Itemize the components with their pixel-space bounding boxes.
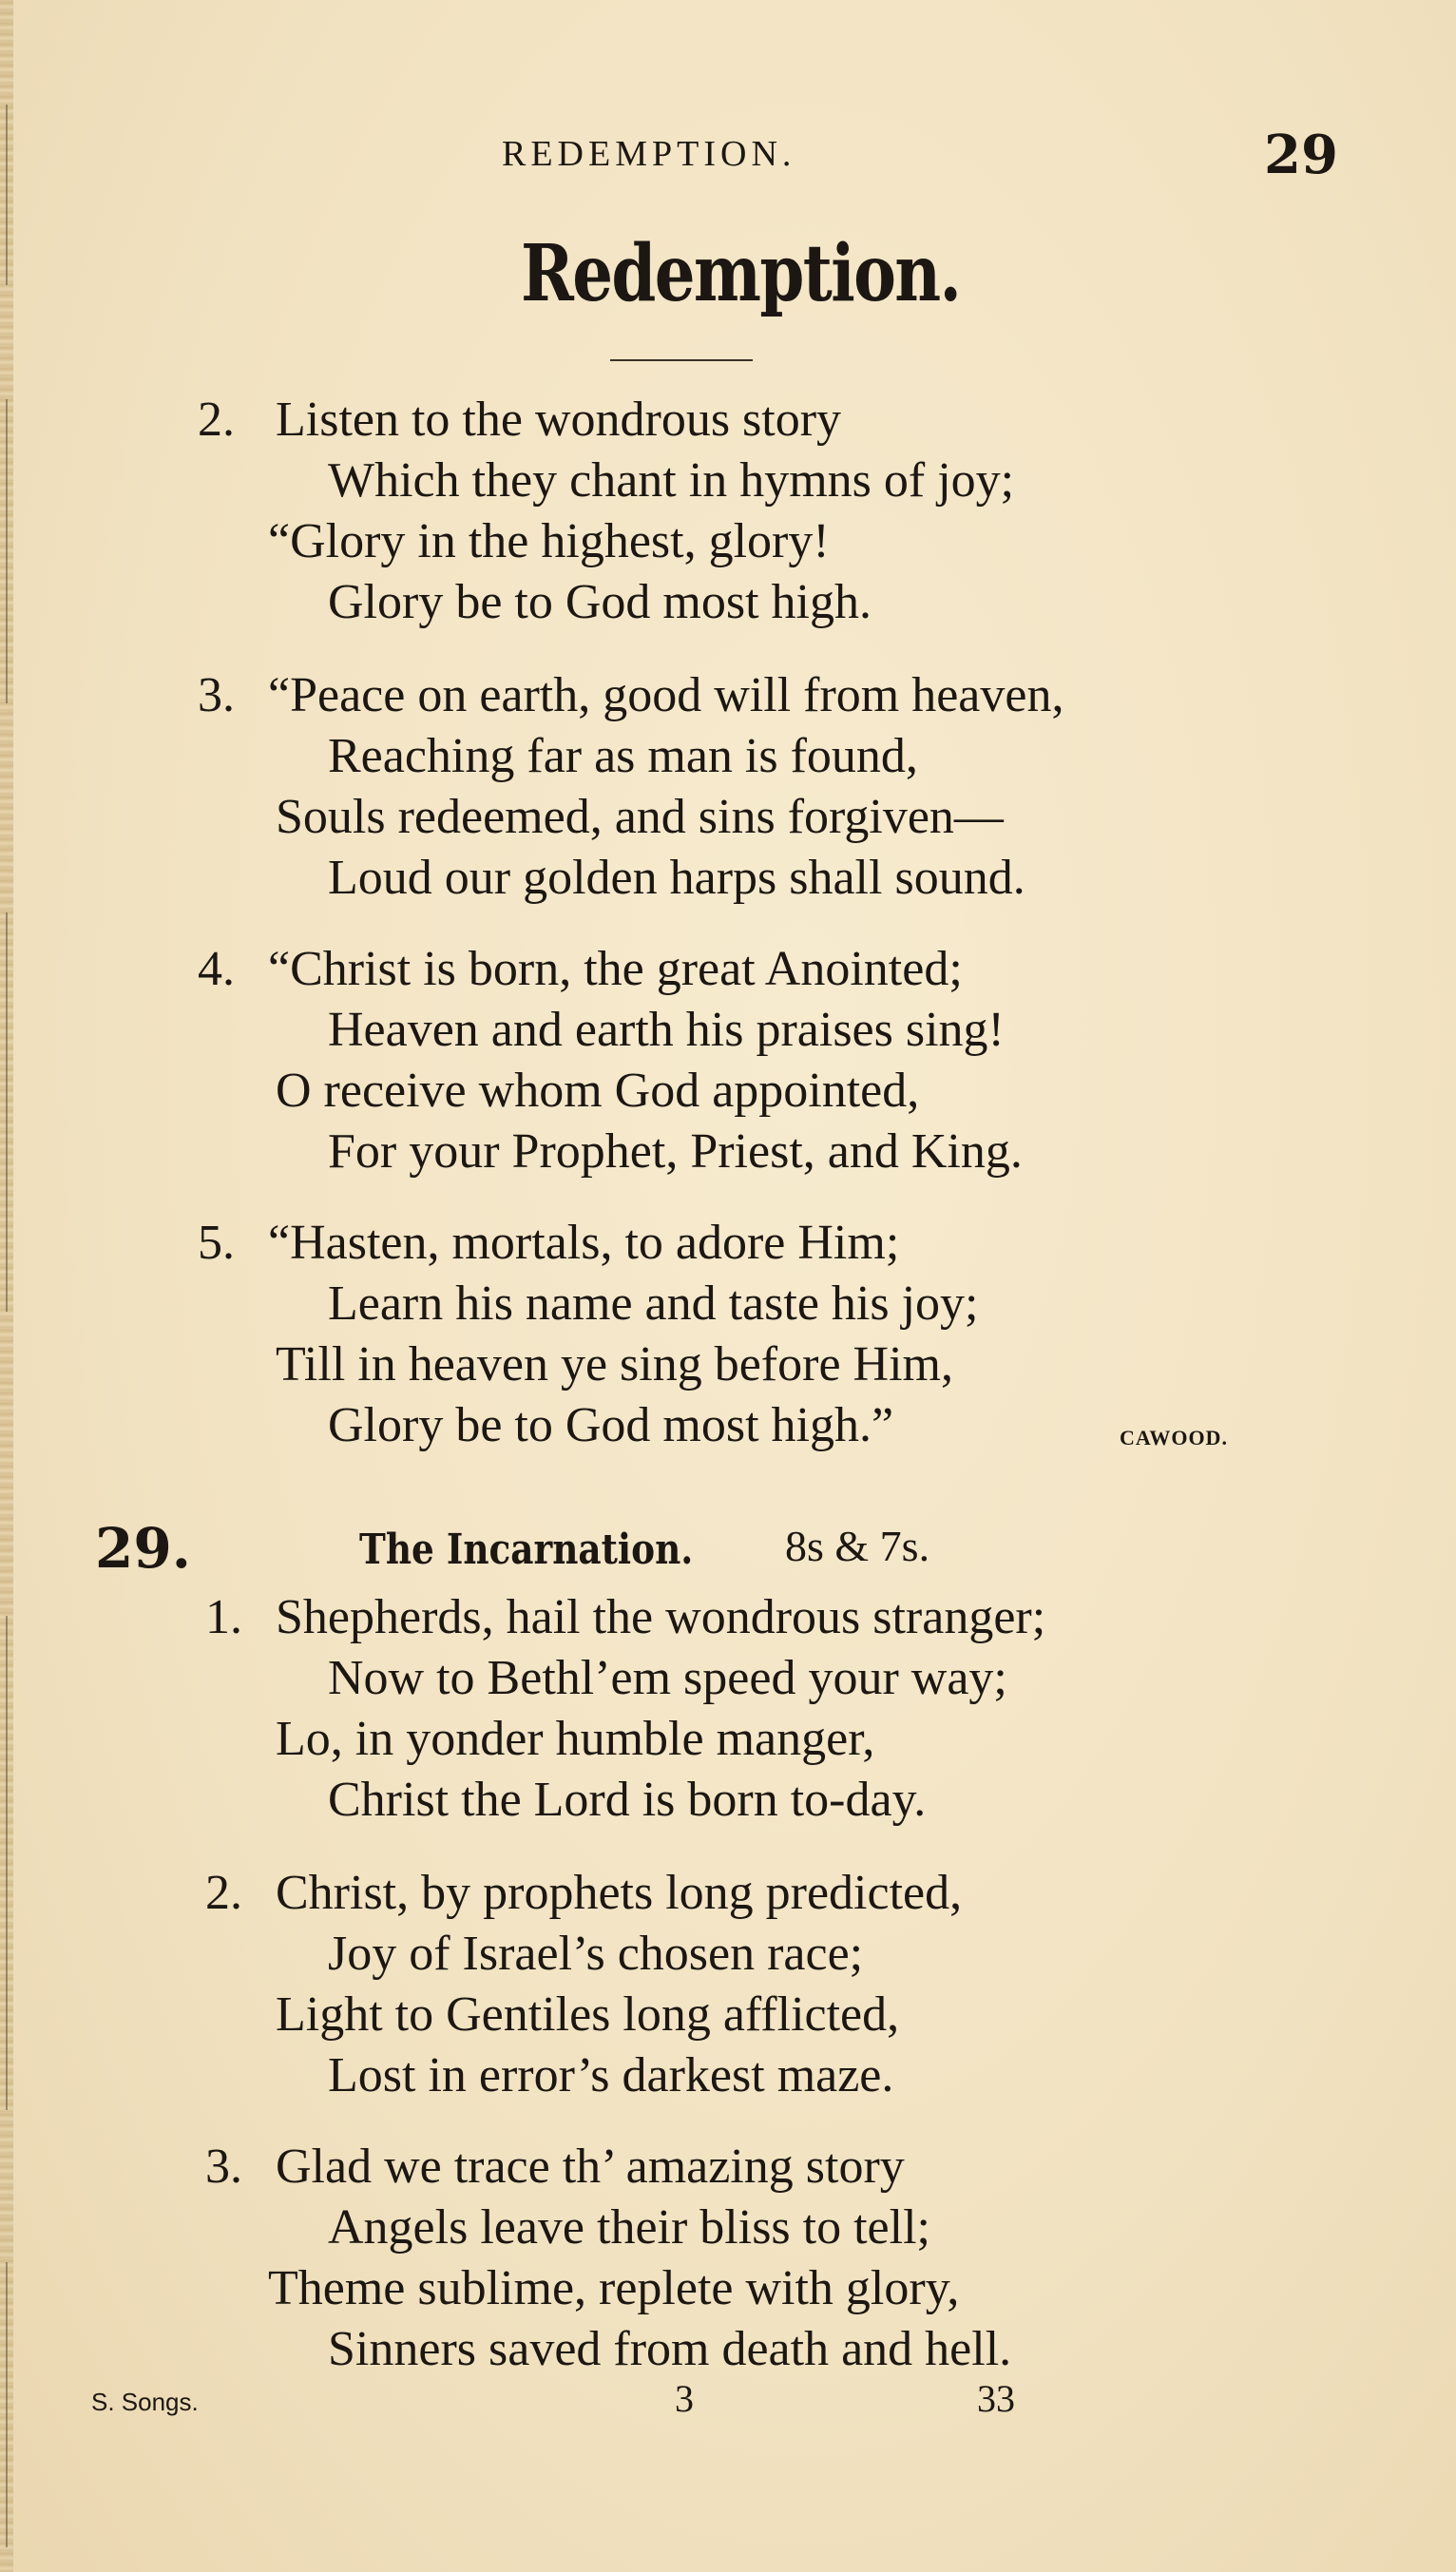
hymn-title: The Incarnation. <box>359 1526 694 1574</box>
verse-line: Lo, in yonder humble manger, <box>276 1712 875 1766</box>
heading-rule <box>610 359 753 361</box>
verse-number: 3. <box>198 668 235 722</box>
verse-number: 4. <box>198 942 235 996</box>
verse-line: Glory be to God most high.” <box>328 1398 894 1452</box>
verse-line: Glad we trace th’ amazing story <box>276 2140 905 2194</box>
verse-line: O receive whom God appointed, <box>276 1064 920 1118</box>
verse-line: Which they chant in hymns of joy; <box>328 453 1015 508</box>
page-number: 29 <box>1264 124 1338 186</box>
page-edge-mark <box>6 912 8 1312</box>
verse-line: Loud our golden harps shall sound. <box>328 851 1025 905</box>
author-attribution: CAWOOD. <box>1120 1426 1228 1449</box>
footer-sheet-number: 33 <box>977 2377 1015 2420</box>
page-edge-mark <box>6 105 8 285</box>
verse-line: Lost in error’s darkest maze. <box>328 2048 894 2102</box>
verse-line: Now to Bethl’em speed your way; <box>328 1651 1007 1705</box>
hymn-meter: 8s & 7s. <box>785 1522 930 1570</box>
verse-number: 2. <box>205 1866 242 1920</box>
verse-number: 5. <box>198 1216 235 1270</box>
verse-line: “Hasten, mortals, to adore Him; <box>268 1216 900 1270</box>
verse-line: “Glory in the highest, glory! <box>268 514 830 568</box>
verse-line: “Christ is born, the great Anointed; <box>268 942 963 996</box>
verse-line: For your Prophet, Priest, and King. <box>328 1124 1023 1179</box>
verse-line: Theme sublime, replete with glory, <box>268 2261 960 2315</box>
footer-signature-mark: 3 <box>675 2377 694 2420</box>
hymn-number: 29. <box>95 1516 191 1581</box>
verse-line: Till in heaven ye sing before Him, <box>276 1337 953 1392</box>
verse-line: Sinners saved from death and hell. <box>328 2322 1012 2376</box>
page-edge-mark <box>6 1616 8 2110</box>
verse-line: Joy of Israel’s chosen race; <box>328 1927 864 1981</box>
verse-number: 2. <box>198 393 235 447</box>
verse-line: Christ, by prophets long predicted, <box>276 1866 963 1920</box>
verse-line: Angels leave their bliss to tell; <box>328 2200 930 2255</box>
verse-line: Reaching far as man is found, <box>328 729 918 783</box>
page-edge-mark <box>6 399 8 703</box>
verse-line: Shepherds, hail the wondrous stranger; <box>276 1590 1046 1644</box>
verse-line: Souls redeemed, and sins forgiven— <box>276 790 1004 844</box>
footer-book-title: S. Songs. <box>91 2388 199 2416</box>
running-head: REDEMPTION. <box>502 134 796 174</box>
verse-line: Glory be to God most high. <box>328 575 872 629</box>
page-edge-mark <box>6 2262 8 2547</box>
verse-line: Light to Gentiles long afflicted, <box>276 1987 900 2042</box>
verse-line: Listen to the wondrous story <box>276 393 842 447</box>
verse-line: Christ the Lord is born to-day. <box>328 1773 927 1827</box>
verse-line: Learn his name and taste his joy; <box>328 1276 979 1331</box>
section-heading: Redemption. <box>521 228 961 319</box>
verse-number: 1. <box>205 1590 242 1644</box>
verse-line: “Peace on earth, good will from heaven, <box>268 668 1064 722</box>
verse-number: 3. <box>205 2140 242 2194</box>
verse-line: Heaven and earth his praises sing! <box>328 1003 1005 1057</box>
